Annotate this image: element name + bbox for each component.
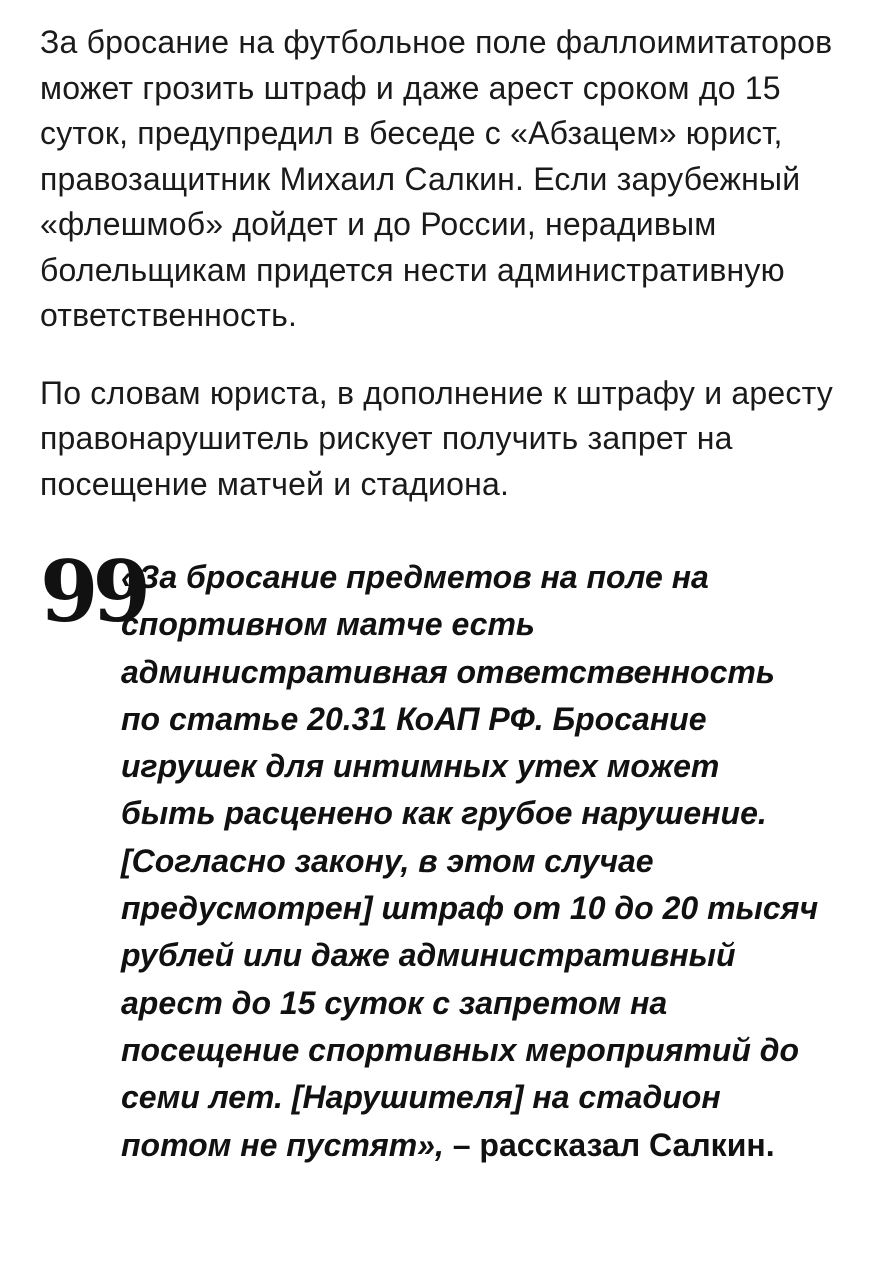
quote-attribution: – рассказал Салкин. bbox=[443, 1126, 775, 1163]
article-paragraph-1: За бросание на футбольное поле фаллоимитаторов может грозить штраф и даже арест сроком до 15 суток, предупредил в беседе с «Абзацем» юрист, правозащитник Михаил Салкин. Если зарубежный «флешмоб» дойдет и до России, нерадивым болельщикам придется нести административную ответственность. bbox=[40, 24, 833, 333]
article-paragraph-2: По словам юриста, в дополнение к штрафу и аресту правонарушитель рискует получить запрет на посещение матчей и стадиона. bbox=[40, 374, 833, 502]
quote-mark-icon: 99 bbox=[40, 542, 145, 641]
blockquote bbox=[40, 542, 851, 1169]
quote-body: «За бросание предметов на поле на спортивном матче есть административная ответственность по статье 20.31 КоАП РФ. Бросание игрушек для интимных утех может быть расценено как грубое нарушение. [Согласно закону, в этом случае предусмотрен] штраф от 10 до 20 тысяч рублей или даже административный арест до 15 суток с запретом на посещение спортивных мероприятий до семи лет. [Нарушителя] на стадион потом не пустят», bbox=[121, 559, 819, 1163]
quote-text bbox=[121, 554, 821, 1169]
